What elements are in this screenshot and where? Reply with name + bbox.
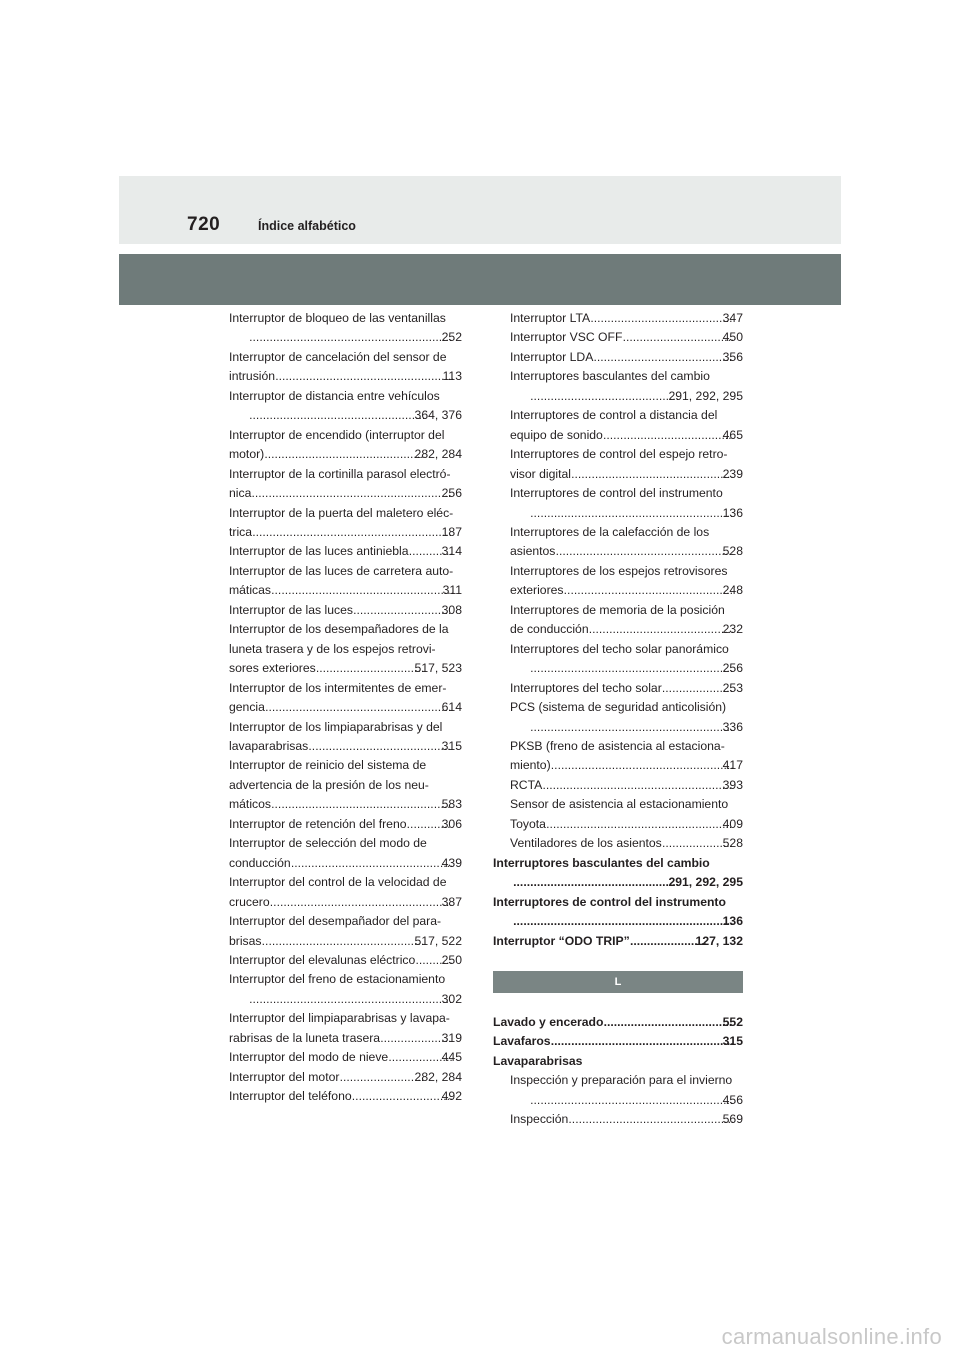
index-entry — [493, 932, 743, 951]
entry-term: conducción — [229, 855, 291, 870]
entry-term: Interruptor del control de la velocidad de — [229, 875, 447, 890]
entry-term: Interruptores de control del instrumento — [493, 894, 726, 909]
entry-term: Ventiladores de los asientos — [510, 836, 662, 851]
entry-term: Interruptor de la puerta del maletero eléc- — [229, 505, 454, 520]
entry-term: Interruptor de distancia entre vehículos — [229, 388, 440, 403]
section-title: Índice alfabético — [258, 219, 356, 233]
leader-dots — [265, 698, 452, 717]
leader-dots — [530, 504, 733, 523]
entry-term: Lavaparabrisas — [493, 1053, 583, 1068]
index-entry — [493, 893, 743, 932]
entry-term: Interruptor del limpiaparabrisas y lavapa- — [229, 1011, 450, 1026]
entry-term: PCS (sistema de seguridad anticolisión) — [510, 700, 727, 715]
leader-dots — [252, 523, 452, 542]
leader-dots — [622, 328, 732, 347]
entry-term: Interruptores del techo solar — [510, 680, 662, 695]
index-entry — [510, 348, 743, 367]
entry-pages: 456 — [722, 1092, 743, 1107]
entry-term: trica — [229, 524, 253, 539]
entry-term: Interruptores de la calefacción de los — [510, 524, 710, 539]
entry-term: asientos — [510, 544, 556, 559]
index-entry — [229, 1048, 462, 1067]
index-entry — [493, 854, 743, 893]
index-entry — [493, 1013, 743, 1032]
index-entry — [510, 562, 743, 601]
entry-term: Interruptor de retención del freno — [229, 816, 407, 831]
entry-term: PKSB (freno de asistencia al estaciona- — [510, 738, 725, 753]
entry-term: miento) — [510, 758, 551, 773]
entry-term: Interruptor de encendido (interruptor del — [229, 427, 445, 442]
leader-dots — [630, 932, 706, 951]
entry-pages: 450 — [722, 330, 743, 345]
entry-term: nica — [229, 486, 252, 501]
leader-dots — [308, 737, 451, 756]
entry-term: Interruptor de las luces antiniebla — [229, 544, 409, 559]
entry-term: Interruptores de los espejos retrovisores — [510, 563, 728, 578]
leader-dots — [530, 718, 733, 737]
leader-dots — [589, 620, 733, 639]
leader-dots — [353, 601, 452, 620]
entry-pages: 528 — [722, 544, 743, 559]
entry-term: gencia — [229, 700, 265, 715]
entry-term: Interruptor LDA — [510, 349, 594, 364]
entry-pages: 291, 292, 295 — [668, 388, 743, 403]
index-entry — [229, 718, 462, 757]
entry-term: Interruptor del elevalunas eléctrico — [229, 952, 416, 967]
index-entry — [510, 698, 743, 737]
index-entry — [510, 795, 743, 834]
entry-term: exteriores — [510, 583, 564, 598]
entry-term: crucero — [229, 894, 270, 909]
leader-dots — [271, 795, 452, 814]
index-entry — [493, 1032, 743, 1051]
leader-dots — [530, 387, 678, 406]
entry-term: Interruptor del modo de nieve — [229, 1050, 389, 1065]
entry-pages: 319 — [441, 1030, 462, 1045]
leader-dots — [291, 854, 452, 873]
entry-pages: 250 — [441, 952, 462, 967]
entry-pages: 393 — [722, 777, 743, 792]
index-entry — [229, 679, 462, 718]
entry-pages: 315 — [441, 738, 462, 753]
entry-term: sores exteriores — [229, 661, 316, 676]
index-entry — [229, 465, 462, 504]
leader-dots — [530, 659, 733, 678]
entry-term: Inspección y preparación para el invierno — [510, 1073, 733, 1088]
entry-pages: 356 — [722, 349, 743, 364]
entry-pages: 336 — [722, 719, 743, 734]
index-entry — [229, 542, 462, 561]
entry-term: Interruptor del teléfono — [229, 1089, 352, 1104]
entry-pages: 302 — [441, 991, 462, 1006]
entry-pages: 569 — [722, 1112, 743, 1127]
entry-term: Interruptores de control a distancia del — [510, 408, 718, 423]
index-entry — [510, 640, 743, 679]
leader-dots — [555, 542, 732, 561]
entry-term: Interruptor “ODO TRIP” — [493, 933, 630, 948]
entry-term: Interruptor del desempañador del para- — [229, 914, 442, 929]
index-entry — [510, 523, 743, 562]
entry-pages: 136 — [722, 505, 743, 520]
entry-pages: 517, 523 — [414, 661, 462, 676]
leader-dots — [249, 990, 452, 1009]
leader-dots — [270, 893, 452, 912]
entry-pages: 439 — [441, 855, 462, 870]
entry-term: Interruptor de reinicio del sistema de — [229, 758, 427, 773]
index-entry — [229, 970, 462, 1009]
entry-pages: 232 — [722, 622, 743, 637]
entry-pages: 282, 284 — [414, 1069, 462, 1084]
entry-term: brisas — [229, 933, 262, 948]
index-entry — [510, 737, 743, 776]
entry-pages: 552 — [722, 1014, 743, 1029]
index-entry — [229, 387, 462, 426]
leader-dots — [542, 776, 732, 795]
entry-pages: 387 — [441, 894, 462, 909]
index-entry — [229, 620, 462, 678]
entry-pages: 256 — [722, 661, 743, 676]
index-entry — [229, 601, 462, 620]
leader-dots — [603, 1013, 732, 1032]
entry-term: máticas — [229, 583, 271, 598]
index-entry — [229, 951, 462, 970]
leader-dots — [264, 445, 424, 464]
index-list-right-top — [493, 309, 743, 951]
entry-term: Interruptores basculantes del cambio — [493, 855, 710, 870]
entry-pages: 291, 292, 295 — [668, 875, 743, 890]
index-entry — [493, 1052, 743, 1071]
entry-term: lavaparabrisas — [229, 738, 309, 753]
leader-dots — [316, 659, 425, 678]
section-letter-divider: L — [493, 971, 743, 993]
entry-pages: 308 — [441, 602, 462, 617]
entry-term: rabrisas de la luneta trasera — [229, 1030, 381, 1045]
leader-dots — [251, 484, 451, 503]
index-entry — [229, 348, 462, 387]
entry-pages: 583 — [441, 797, 462, 812]
entry-term: Interruptor de selección del modo de — [229, 836, 427, 851]
leader-dots — [568, 1110, 732, 1129]
entry-term: motor) — [229, 447, 265, 462]
page-number: 720 — [187, 214, 221, 235]
entry-term: Lavafaros — [493, 1034, 551, 1049]
entry-term: RCTA — [510, 777, 543, 792]
leader-dots — [380, 1029, 452, 1048]
index-column-right — [493, 309, 743, 1130]
index-list-right-bottom — [493, 1013, 743, 1130]
leader-dots — [249, 406, 425, 425]
entry-term: Lavado y encerado — [493, 1014, 604, 1029]
index-entry — [510, 309, 743, 328]
entry-term: Interruptor de los desempañadores de la — [229, 622, 449, 637]
entry-pages: 306 — [441, 816, 462, 831]
index-entry — [229, 756, 462, 814]
index-entry — [510, 367, 743, 406]
entry-pages: 614 — [441, 700, 462, 715]
entry-pages: 465 — [722, 427, 743, 442]
index-entry — [510, 1110, 743, 1129]
index-entry — [229, 562, 462, 601]
entry-pages: 315 — [722, 1034, 743, 1049]
leader-dots — [571, 465, 733, 484]
index-entry — [229, 504, 462, 543]
entry-pages: 314 — [441, 544, 462, 559]
index-entry — [510, 601, 743, 640]
entry-pages: 528 — [722, 836, 743, 851]
leader-dots — [271, 581, 453, 600]
entry-pages: 248 — [722, 583, 743, 598]
index-entry — [229, 426, 462, 465]
entry-term: Interruptor de bloqueo de las ventanillas — [229, 311, 446, 325]
index-entry — [510, 445, 743, 484]
leader-dots — [530, 1091, 733, 1110]
entry-pages: 347 — [722, 311, 743, 325]
watermark: carmanualsonline.info — [721, 1324, 942, 1349]
entry-term: Interruptor del motor — [229, 1069, 340, 1084]
leader-dots — [249, 328, 452, 347]
entry-pages: 492 — [441, 1089, 462, 1104]
index-entry — [229, 834, 462, 873]
index-entry — [510, 406, 743, 445]
leader-dots — [603, 426, 733, 445]
leader-dots — [551, 1032, 733, 1051]
index-entry — [229, 1087, 462, 1106]
entry-term: Interruptor del freno de estacionamiento — [229, 972, 446, 987]
leader-dots — [262, 932, 425, 951]
entry-term: Interruptores de control del espejo retro- — [510, 447, 728, 462]
entry-term: visor digital — [510, 466, 571, 481]
entry-pages: 409 — [722, 816, 743, 831]
index-entry — [229, 1068, 462, 1087]
entry-term: Interruptor VSC OFF — [510, 330, 623, 345]
entry-term: Toyota — [510, 816, 546, 831]
entry-term: Interruptor de los limpiaparabrisas y del — [229, 719, 443, 734]
leader-dots — [513, 912, 733, 931]
entry-pages: 113 — [442, 369, 462, 384]
entry-pages: 364, 376 — [414, 408, 462, 423]
index-entry — [510, 328, 743, 347]
entry-term: Interruptor de cancelación del sensor de — [229, 349, 447, 364]
leader-dots — [551, 756, 733, 775]
entry-term: advertencia de la presión de los neu- — [229, 777, 429, 792]
entry-pages: 417 — [722, 758, 743, 773]
entry-pages: 253 — [722, 680, 743, 695]
index-entry — [229, 309, 462, 348]
entry-pages: 136 — [722, 914, 743, 929]
entry-pages: 239 — [722, 466, 743, 481]
index-column-left — [229, 309, 462, 1107]
entry-pages: 187 — [441, 524, 462, 539]
entry-pages: 311 — [442, 583, 462, 598]
index-entry — [229, 815, 462, 834]
entry-term: de conducción — [510, 622, 589, 637]
entry-pages: 282, 284 — [414, 447, 462, 462]
leader-dots — [513, 873, 678, 892]
index-entry — [510, 776, 743, 795]
leader-dots — [590, 309, 733, 328]
entry-term: Inspección — [510, 1112, 569, 1127]
entry-term: Interruptor LTA — [510, 311, 591, 325]
entry-pages: 127, 132 — [695, 933, 743, 948]
entry-term: Sensor de asistencia al estacionamiento — [510, 797, 729, 812]
entry-term: Interruptor de la cortinilla parasol electró- — [229, 466, 451, 481]
leader-dots — [593, 348, 732, 367]
entry-term: máticos — [229, 797, 271, 812]
entry-term: Interruptores de memoria de la posición — [510, 602, 725, 617]
entry-pages: 445 — [441, 1050, 462, 1065]
header-band — [119, 254, 841, 305]
entry-term: Interruptores de control del instrumento — [510, 486, 723, 501]
leader-dots — [352, 1087, 452, 1106]
index-entry — [510, 1071, 743, 1110]
leader-dots — [546, 815, 733, 834]
entry-term: Interruptores basculantes del cambio — [510, 369, 710, 384]
index-entry — [510, 679, 743, 698]
leader-dots — [564, 581, 733, 600]
index-entry — [229, 912, 462, 951]
index-entry — [229, 873, 462, 912]
entry-term: intrusión — [229, 369, 276, 384]
entry-term: Interruptores del techo solar panorámico — [510, 641, 729, 656]
entry-pages: 517, 522 — [414, 933, 462, 948]
page-header — [119, 176, 841, 244]
entry-term: Interruptor de los intermitentes de emer- — [229, 680, 447, 695]
leader-dots — [339, 1068, 424, 1087]
entry-pages: 256 — [441, 486, 462, 501]
index-entry — [510, 484, 743, 523]
entry-term: Interruptor de las luces de carretera auto- — [229, 563, 454, 578]
entry-pages: 252 — [441, 330, 462, 345]
entry-term: equipo de sonido — [510, 427, 603, 442]
leader-dots — [275, 367, 452, 386]
index-entry — [229, 1009, 462, 1048]
entry-term: luneta trasera y de los espejos retrovi- — [229, 641, 436, 656]
index-entry — [510, 834, 743, 853]
entry-term: Interruptor de las luces — [229, 602, 353, 617]
